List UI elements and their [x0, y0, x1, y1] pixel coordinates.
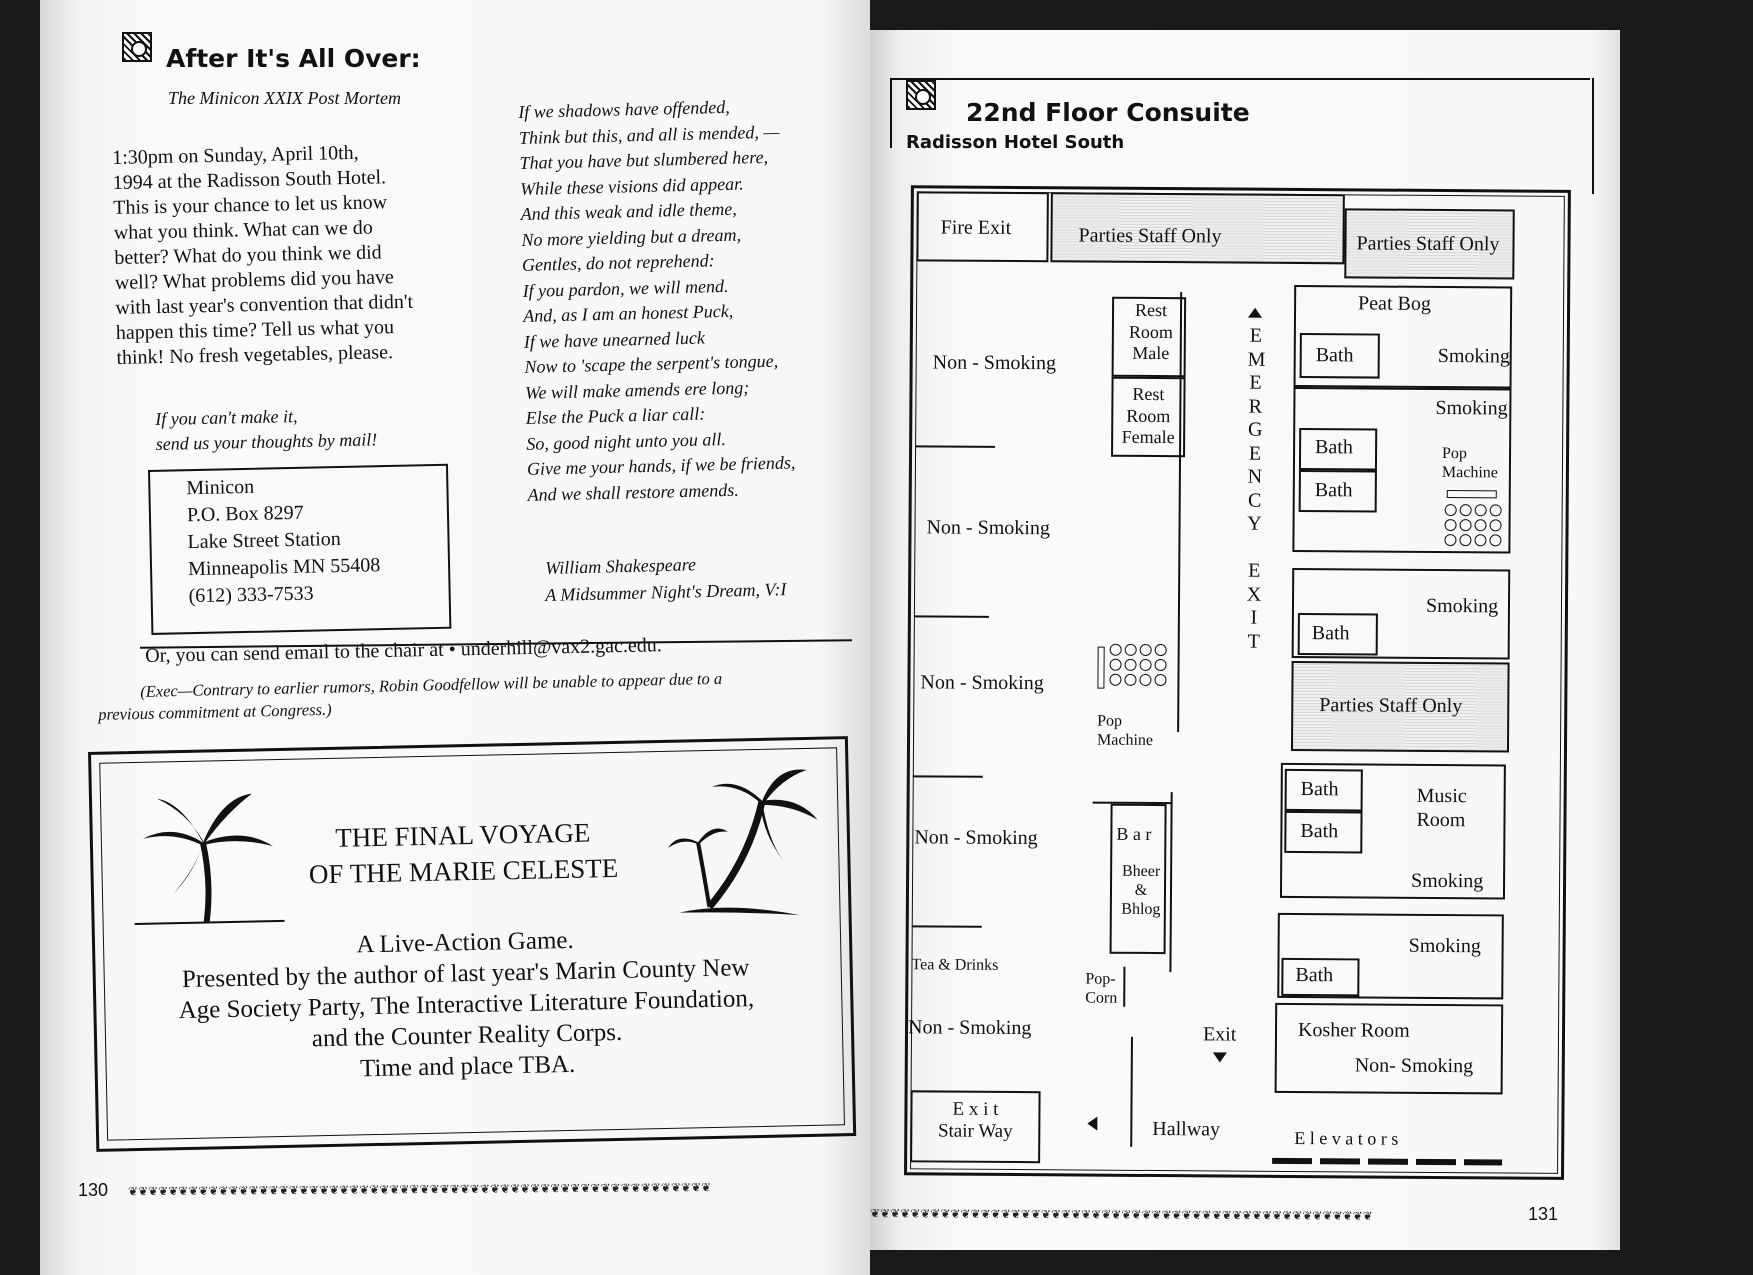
left-page-number: 130 [78, 1180, 109, 1200]
smoking-label-2: Smoking [1435, 396, 1508, 420]
kosher-room [1275, 1003, 1504, 1095]
poem-line: If we have unearned luck [523, 327, 706, 352]
email-line: Or, you can send email to the chair at • underhill@vax2.gac.edu. [145, 634, 663, 667]
poem-line: We will make amends ere long; [524, 376, 750, 403]
poem-line: And this weak and idle theme, [520, 198, 737, 224]
address-line: Lake Street Station [187, 527, 342, 554]
parties-staff-label-3: Parties Staff Only [1319, 694, 1463, 718]
up-arrow-icon [1248, 308, 1262, 318]
ad-line: and the Counter Reality Corps. [311, 1018, 623, 1053]
smoking-label-4: Smoking [1410, 869, 1484, 893]
non-smoking-label-1: Non - Smoking [932, 351, 1057, 375]
elevators-label: E l e v a t o r s [1294, 1127, 1399, 1149]
left-heading: After It's All Over: [166, 44, 421, 73]
address-line: Minicon [186, 475, 255, 500]
non-smoking-label-5: Non - Smoking [907, 1016, 1032, 1040]
emergency-exit-letter: N [1247, 465, 1263, 488]
bath-label-7: Bath [1295, 963, 1334, 987]
rest-room-female-label [1113, 384, 1183, 449]
mail-address [186, 471, 381, 610]
right-page-number: 131 [1528, 1204, 1559, 1224]
emergency-exit-letter: X [1246, 583, 1262, 606]
pop-machine-buttons-right [1444, 504, 1501, 546]
poem-line: Think but this, and all is mended, — [518, 121, 780, 148]
pop-machine-line: Machine [1441, 464, 1498, 482]
rest-male-line: Male [1132, 343, 1170, 364]
pop-machine-slot-right [1447, 490, 1497, 498]
exec-note-2: previous commitment at Congress.) [98, 699, 332, 724]
ad-line: Age Society Party, The Interactive Literature Foundation, [178, 985, 755, 1025]
rest-male-line: Rest [1134, 299, 1168, 321]
non-smoking-label-2: Non - Smoking [926, 516, 1050, 540]
peat-bog-label: Peat Bog [1358, 292, 1431, 315]
hallway-label: Hallway [1152, 1117, 1221, 1141]
emergency-exit-letter: T [1247, 630, 1260, 653]
floor-plan [870, 30, 1620, 1250]
ad-body [115, 920, 818, 1090]
ad-title [302, 814, 623, 893]
left-page [40, 0, 870, 1275]
exit-stair-line: Stair Way [937, 1120, 1013, 1143]
pop-machine-line: Pop [1097, 712, 1123, 730]
kosher-room-label: Kosher Room [1297, 1019, 1410, 1042]
emergency-exit-letter: G [1247, 418, 1263, 441]
body-line: This is your chance to let us know [113, 191, 388, 219]
pop-machine-line: Pop [1441, 445, 1468, 463]
bar-sub-line: Bhlog [1121, 901, 1161, 919]
pop-corn-line: Corn [1085, 989, 1118, 1007]
pop-corn-label [1085, 970, 1117, 1009]
body-line: 1994 at the Radisson South Hotel. [112, 166, 387, 194]
tea-drinks-label: Tea & Drinks [911, 956, 999, 974]
bar-sub-line: & [1134, 882, 1148, 900]
pop-machine-line: Machine [1096, 731, 1154, 750]
right-page [870, 30, 1620, 1250]
emergency-exit-letter: R [1248, 395, 1263, 418]
emergency-exit-label [1246, 325, 1264, 654]
emergency-exit-letter: C [1247, 489, 1262, 512]
poem-line: If you pardon, we will mend. [522, 275, 729, 301]
pop-machine-label-left [1097, 712, 1153, 751]
pop-corn-line: Pop- [1085, 970, 1116, 988]
parties-staff-label-1: Parties Staff Only [1078, 224, 1222, 248]
palm-trees-right-icon [666, 760, 829, 923]
rest-room-male-label [1120, 300, 1182, 365]
body-line: 1:30pm on Sunday, April 10th, [112, 141, 359, 169]
emergency-exit-letter: E [1248, 559, 1261, 582]
body-line: happen this time? Tell us what you [115, 316, 395, 344]
body-line: with last year's convention that didn't [115, 290, 414, 319]
address-line: P.O. Box 8297 [186, 501, 304, 527]
fire-exit-label: Fire Exit [940, 216, 1012, 239]
bar-sub-line: Bheer [1121, 862, 1161, 881]
wall [1123, 967, 1125, 1007]
ad-title-line2: OF THE MARIE CELESTE [308, 852, 619, 890]
mail-note-line: send us your thoughts by mail! [155, 429, 378, 454]
poem-line: So, good night unto you all. [526, 428, 727, 454]
poem-line: Give me your hands, if we be friends, [526, 452, 796, 479]
smoking-label-1: Smoking [1437, 344, 1511, 368]
ad-title-line1: THE FINAL VOYAGE [335, 817, 591, 853]
emergency-exit-letter [1246, 536, 1262, 560]
bath-label-5: Bath [1300, 778, 1339, 801]
exit-stairway-label [920, 1098, 1030, 1143]
poem-line: Now to 'scape the serpent's tongue, [524, 350, 779, 377]
music-room-line: Music [1416, 784, 1467, 808]
body-line: what you think. What can we do [113, 216, 374, 244]
post-mortem-body [112, 138, 507, 371]
music-room-label [1416, 784, 1466, 832]
left-subheading: The Minicon XXIX Post Mortem [168, 88, 401, 108]
poem-line: No more yielding but a dream, [521, 224, 742, 250]
address-box [148, 464, 451, 635]
emergency-exit-letter: E [1249, 324, 1263, 347]
mail-note [155, 402, 377, 457]
marie-celeste-ad [88, 736, 856, 1152]
emergency-exit-letter: E [1249, 371, 1262, 394]
pop-machine-buttons [1109, 644, 1166, 686]
non-smoking-label-3: Non - Smoking [920, 671, 1044, 695]
minicon-logo-icon [122, 32, 152, 62]
non-smoking-kosher-label: Non- Smoking [1354, 1054, 1474, 1078]
poem-line: If we shadows have offended, [518, 96, 730, 122]
palm-tree-left-icon [132, 781, 285, 934]
poem-line: While these visions did appear. [519, 173, 744, 199]
exit-stair-line: E x i t [952, 1098, 999, 1120]
emergency-exit-letter: M [1247, 348, 1266, 371]
bar-sub-label [1116, 862, 1166, 920]
poem-line: And we shall restore amends. [527, 479, 739, 505]
ad-line: Time and place TBA. [359, 1050, 576, 1083]
right-heading: 22nd Floor Consuite [966, 98, 1250, 127]
poem-source: A Midsummer Night's Dream, V:I [545, 579, 787, 605]
poem-author: William Shakespeare [545, 554, 697, 578]
poem-line: Else the Puck a liar call: [525, 403, 706, 428]
ad-line: Presented by the author of last year's Marin County New [181, 954, 750, 994]
rest-female-line: Female [1121, 426, 1175, 448]
non-smoking-label-4: Non - Smoking [914, 826, 1038, 850]
smoking-label-3: Smoking [1425, 594, 1499, 618]
ad-line: A Live-Action Game. [356, 926, 574, 959]
address-line: (612) 333-7533 [188, 582, 314, 608]
bath-label-4: Bath [1311, 622, 1350, 645]
decorative-border-right: ❦❦❦❦❦❦❦❦❦❦❦❦❦❦❦❦❦❦❦❦❦❦❦❦❦❦❦❦❦❦❦❦❦❦❦❦❦❦❦❦❦❦❦❦❦❦❦❦❦❦ [870, 1206, 1373, 1224]
bath-label-1: Bath [1315, 344, 1354, 367]
bath-label-2: Bath [1315, 436, 1353, 459]
rest-male-line: Room [1128, 321, 1173, 342]
smoking-label-5: Smoking [1408, 934, 1481, 958]
parties-staff-label-2: Parties Staff Only [1356, 232, 1500, 256]
exec-note-1: (Exec—Contrary to earlier rumors, Robin Goodfellow will be unable to appear due to a [140, 668, 723, 701]
pop-machine-slot [1097, 647, 1104, 689]
body-line: better? What do you think we did [114, 241, 382, 269]
emergency-exit-letter: Y [1247, 512, 1262, 535]
rest-female-line: Rest [1132, 383, 1165, 405]
poem-line: And, as I am an honest Puck, [523, 300, 734, 326]
decorative-border-left: ❦❦❦❦❦❦❦❦❦❦❦❦❦❦❦❦❦❦❦❦❦❦❦❦❦❦❦❦❦❦❦❦❦❦❦❦❦❦❦❦❦❦❦❦❦❦❦❦❦❦❦❦❦❦❦❦❦❦ [127, 1180, 712, 1199]
emergency-exit-letter: I [1250, 606, 1258, 629]
address-line: Minneapolis MN 55408 [187, 554, 381, 581]
mail-note-line: If you can't make it, [155, 406, 298, 429]
pop-machine-label-right [1442, 444, 1498, 483]
rest-female-line: Room [1126, 405, 1171, 426]
down-arrow-icon [1213, 1052, 1227, 1062]
bath-label-6: Bath [1300, 820, 1339, 843]
bar-label: B a r [1116, 823, 1152, 844]
poem-line: That you have but slumbered here, [519, 146, 769, 173]
emergency-exit-letter: E [1248, 442, 1262, 465]
poem-line: Gentles, do not reprehend: [521, 250, 715, 275]
right-subheading: Radisson Hotel South [906, 132, 1125, 153]
left-arrow-icon [1087, 1117, 1097, 1131]
body-line: think! No fresh vegetables, please. [116, 341, 394, 369]
exit-label: Exit [1202, 1023, 1237, 1046]
body-line: well? What problems did you have [114, 266, 395, 294]
bath-label-3: Bath [1314, 479, 1353, 502]
music-room-line: Room [1416, 808, 1466, 832]
shakespeare-poem [518, 92, 868, 508]
